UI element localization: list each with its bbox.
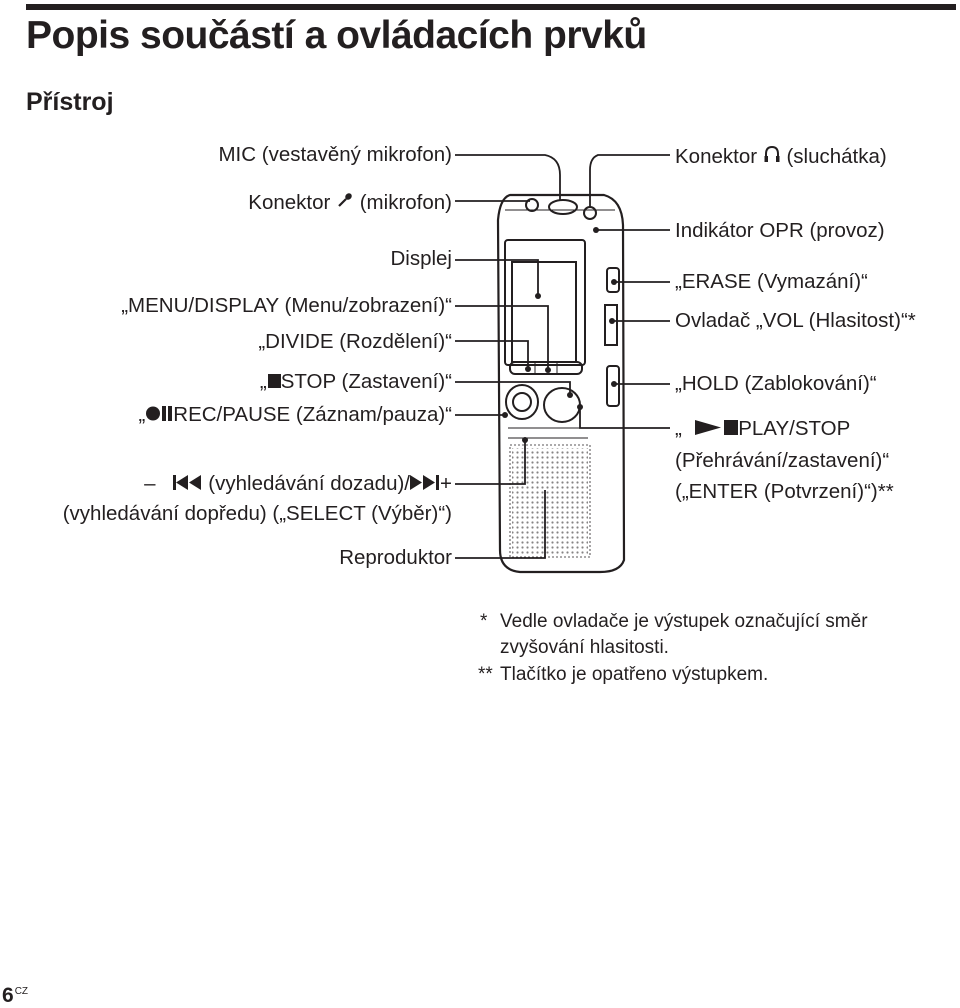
page-number bbox=[2, 984, 28, 1008]
section-heading: Přístroj bbox=[26, 88, 114, 116]
label-mic-jack-pre: Konektor bbox=[248, 191, 331, 214]
label-divide: „DIVIDE (Rozdělení)“ bbox=[258, 330, 452, 353]
label-erase: „ERASE (Vymazání)“ bbox=[675, 270, 868, 293]
label-display: Displej bbox=[390, 247, 452, 270]
label-mic-jack-post: (mikrofon) bbox=[359, 191, 452, 214]
microphone-icon bbox=[336, 191, 354, 209]
page-lang: CZ bbox=[14, 986, 29, 997]
label-play-post: PLAY/STOP bbox=[738, 417, 851, 440]
label-menu-display: „MENU/DISPLAY (Menu/zobrazení)“ bbox=[121, 294, 452, 317]
label-stop bbox=[260, 372, 452, 393]
stop-icon bbox=[267, 374, 281, 388]
label-search-plus: + bbox=[440, 472, 452, 495]
stop-icon bbox=[723, 420, 738, 435]
label-play-stop bbox=[675, 419, 850, 440]
footnote-1-marker: * bbox=[480, 611, 488, 632]
label-hold: „HOLD (Zablokování)“ bbox=[675, 372, 877, 395]
label-play-line2: (Přehrávání/zastavení)“ bbox=[675, 449, 890, 472]
rewind-icon bbox=[173, 475, 203, 490]
label-stop-pre: „ bbox=[259, 370, 267, 393]
label-rec-pre: „ bbox=[138, 403, 146, 426]
footnote-2-marker: ** bbox=[478, 664, 493, 685]
footnote-1-line1: Vedle ovladače je výstupek označující směr bbox=[500, 611, 868, 632]
record-icon bbox=[145, 406, 161, 421]
label-mic: MIC (vestavěný mikrofon) bbox=[218, 143, 452, 166]
play-icon bbox=[693, 420, 723, 435]
footnote-1-line2: zvyšování hlasitosti. bbox=[500, 637, 669, 658]
label-search-back: (vyhledávání dozadu)/ bbox=[208, 472, 411, 495]
label-rec-post: REC/PAUSE (Záznam/pauza)“ bbox=[173, 403, 452, 426]
label-speaker: Reproduktor bbox=[339, 546, 452, 569]
label-play-line3: („ENTER (Potvrzení)“)** bbox=[675, 480, 894, 503]
pause-icon bbox=[161, 406, 173, 421]
page-number-value: 6 bbox=[2, 984, 14, 1007]
headphone-icon bbox=[763, 145, 781, 163]
label-headphone-pre: Konektor bbox=[675, 145, 758, 168]
label-vol: Ovladač „VOL (Hlasitost)“* bbox=[675, 309, 916, 332]
footnote-2-text: Tlačítko je opatřeno výstupkem. bbox=[500, 664, 769, 685]
label-headphone-post: (sluchátka) bbox=[786, 145, 887, 168]
label-opr: Indikátor OPR (provoz) bbox=[675, 219, 885, 242]
label-search-line2: (vyhledávání dopředu) („SELECT (Výběr)“) bbox=[62, 502, 452, 525]
label-headphone-jack bbox=[675, 145, 887, 168]
label-rec-pause bbox=[138, 405, 452, 426]
label-play-pre: „ bbox=[675, 417, 682, 440]
page-title: Popis součástí a ovládacích prvků bbox=[26, 14, 647, 57]
label-search-line1 bbox=[144, 474, 452, 495]
label-mic-jack bbox=[248, 191, 452, 214]
label-stop-post: STOP (Zastavení)“ bbox=[280, 370, 452, 393]
fast-forward-icon bbox=[410, 475, 440, 490]
label-search-dash: – bbox=[144, 472, 156, 495]
